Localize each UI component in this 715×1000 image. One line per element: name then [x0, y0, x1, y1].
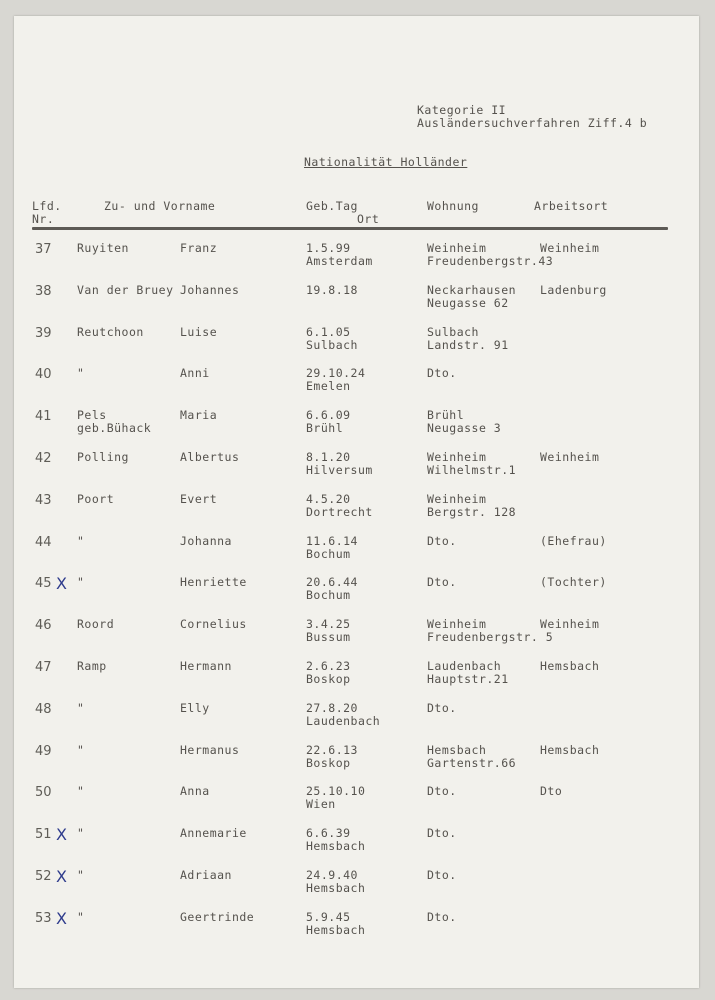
row-workplace: Dto: [540, 784, 563, 799]
row-birthplace: Bussum: [306, 630, 351, 645]
row-workplace: (Tochter): [540, 575, 607, 590]
row-birthdate: 19.8.18: [306, 282, 358, 297]
row-birthdate: 29.10.24: [306, 366, 366, 381]
row-workplace: Hemsbach: [540, 659, 600, 673]
row-address: Weinheim: [427, 617, 487, 632]
row-number: 53: [35, 910, 52, 926]
row-workplace: (Ehefrau): [540, 533, 607, 548]
table-row: [14, 493, 699, 533]
row-birthdate: 22.6.13: [306, 742, 358, 757]
row-address: Brühl: [427, 408, 465, 423]
col-header-nr: Nr.: [32, 212, 55, 226]
row-birthplace: Emelen: [306, 379, 351, 394]
row-birthdate: 5.9.45: [306, 909, 351, 924]
col-header-ort: Ort: [357, 212, 380, 226]
row-birthdate: 27.8.20: [306, 700, 358, 715]
row-birthdate: 6.6.09: [306, 408, 351, 423]
table-row: [14, 869, 699, 909]
row-number: 45: [35, 576, 52, 592]
row-address-line2: Bergstr. 128: [427, 504, 517, 519]
row-number: 38: [35, 283, 52, 299]
row-surname: ": [77, 868, 85, 882]
row-firstname: Johanna: [180, 533, 232, 548]
row-birthplace: Wien: [306, 797, 336, 812]
row-address-line2: Gartenstr.66: [427, 755, 517, 770]
row-number: 51: [35, 827, 52, 843]
table-row: [14, 367, 699, 407]
col-header-name: Zu- und Vorname: [104, 199, 216, 213]
row-birthdate: 1.5.99: [306, 241, 351, 255]
row-address: Dto.: [427, 366, 457, 381]
table-row: [14, 535, 699, 575]
table-row: [14, 744, 699, 784]
row-birthplace: Bochum: [306, 546, 351, 561]
row-firstname: Johannes: [180, 282, 240, 297]
row-surname: Poort: [77, 491, 115, 506]
row-birthdate: 4.5.20: [306, 491, 351, 506]
row-workplace: Weinheim: [540, 241, 600, 255]
row-address: Laudenbach: [427, 659, 502, 673]
row-address-line2: Neugasse 3: [427, 421, 502, 436]
row-firstname: Cornelius: [180, 617, 247, 632]
row-birthdate: 2.6.23: [306, 659, 351, 673]
row-birthdate: 6.6.39: [306, 826, 351, 841]
page-title: Nationalität Holländer: [304, 155, 468, 169]
row-firstname: Maria: [180, 408, 218, 423]
row-address-line2: Landstr. 91: [427, 337, 509, 352]
check-mark: X: [56, 867, 67, 886]
row-birthplace: Bochum: [306, 588, 351, 603]
row-firstname: Luise: [180, 324, 218, 339]
table-row: [14, 702, 699, 742]
row-address: Weinheim: [427, 241, 487, 255]
row-firstname: Albertus: [180, 450, 240, 464]
table-row: [14, 451, 699, 491]
header-rule: [32, 227, 668, 230]
row-surname: Polling: [77, 450, 129, 464]
row-birthdate: 20.6.44: [306, 575, 358, 590]
row-address-line2: Freudenbergstr. 5: [427, 630, 554, 645]
row-address-line2: Freudenbergstr.43: [427, 254, 554, 268]
row-birthplace: Boskop: [306, 755, 351, 770]
row-birthdate: 3.4.25: [306, 617, 351, 632]
row-surname: ": [77, 909, 85, 924]
row-address: Weinheim: [427, 450, 487, 464]
row-surname: ": [77, 533, 85, 548]
row-firstname: Evert: [180, 491, 218, 506]
row-surname: ": [77, 826, 85, 841]
row-birthplace: Hemsbach: [306, 839, 366, 854]
check-mark: X: [56, 825, 67, 845]
row-workplace: Ladenburg: [540, 282, 607, 297]
check-mark: X: [56, 908, 67, 928]
row-address-line2: Wilhelmstr.1: [427, 463, 517, 477]
row-surname: ": [77, 575, 85, 590]
row-firstname: Franz: [180, 241, 218, 255]
row-surname: Ramp: [77, 659, 107, 673]
category-header: [417, 104, 647, 130]
row-number: 39: [35, 325, 52, 341]
table-row: [14, 618, 699, 658]
row-address: Dto.: [427, 533, 457, 548]
row-birthplace: Sulbach: [306, 337, 358, 352]
row-birthdate: 11.6.14: [306, 533, 358, 548]
row-firstname: Anni: [180, 366, 210, 381]
row-birthplace: Amsterdam: [306, 254, 373, 268]
procedure-label: Ausländersuchverfahren Ziff.4 b: [417, 116, 648, 130]
col-header-geb: Geb.Tag: [306, 199, 358, 213]
row-surname: Roord: [77, 617, 115, 632]
row-number: 46: [35, 618, 52, 634]
row-address: Dto.: [427, 868, 457, 882]
row-firstname: Hermann: [180, 659, 232, 673]
row-number: 44: [35, 534, 52, 550]
table-row: [14, 660, 699, 700]
row-firstname: Hermanus: [180, 742, 240, 757]
row-firstname: Annemarie: [180, 826, 247, 841]
row-birthdate: 25.10.10: [306, 784, 366, 799]
row-address: Sulbach: [427, 324, 479, 339]
table-row: [14, 576, 699, 616]
row-surname: Ruyiten: [77, 241, 129, 255]
row-number: 49: [35, 743, 52, 759]
row-birthdate: 8.1.20: [306, 450, 351, 464]
row-address: Dto.: [427, 700, 457, 715]
row-birthplace: Brühl: [306, 421, 344, 436]
table-row: [14, 827, 699, 867]
row-birthplace: Hemsbach: [306, 881, 366, 895]
document-page: [14, 16, 699, 988]
row-address: Dto.: [427, 575, 457, 590]
row-birthdate: 6.1.05: [306, 324, 351, 339]
row-surname: Van der Bruey: [77, 282, 174, 297]
row-surname: ": [77, 742, 85, 757]
row-address: Dto.: [427, 784, 457, 799]
row-surname: Reutchoon: [77, 324, 144, 339]
table-row: [14, 785, 699, 825]
row-firstname: Henriette: [180, 575, 247, 590]
table-row: [14, 908, 699, 951]
row-number: 41: [35, 409, 52, 425]
table-row: [14, 284, 699, 324]
row-address: Weinheim: [427, 491, 487, 506]
row-number: 37: [35, 242, 52, 257]
row-address: Neckarhausen: [427, 282, 517, 297]
row-firstname: Adriaan: [180, 868, 232, 882]
row-number: 43: [35, 492, 52, 508]
row-surname: Pels: [77, 408, 107, 423]
row-workplace: Weinheim: [540, 450, 600, 464]
row-surname: ": [77, 784, 85, 799]
table-row: [14, 409, 699, 449]
row-number: 48: [35, 701, 52, 717]
col-header-lfd: Lfd.: [32, 199, 62, 213]
category-label: Kategorie II: [417, 103, 507, 117]
row-number: 47: [35, 660, 52, 675]
row-number: 50: [35, 785, 52, 801]
row-address-line2: Neugasse 62: [427, 295, 509, 310]
row-birthplace: Dortrecht: [306, 504, 373, 519]
row-firstname: Elly: [180, 700, 210, 715]
table-row: [14, 242, 699, 282]
row-workplace: Hemsbach: [540, 742, 600, 757]
row-number: 52: [35, 869, 52, 884]
row-birthplace: Hilversum: [306, 463, 373, 477]
col-header-wohnung: Wohnung: [427, 199, 479, 213]
row-firstname: Geertrinde: [180, 909, 255, 924]
check-mark: X: [56, 574, 67, 594]
row-address: Dto.: [427, 909, 457, 924]
row-surname: ": [77, 700, 85, 715]
row-address: Dto.: [427, 826, 457, 841]
row-number: 40: [35, 367, 52, 383]
row-birthplace: Boskop: [306, 672, 351, 686]
row-birthplace: Hemsbach: [306, 922, 366, 937]
row-address-line2: Hauptstr.21: [427, 672, 509, 686]
row-birthplace: Laudenbach: [306, 713, 381, 728]
row-number: 42: [35, 451, 52, 466]
row-firstname: Anna: [180, 784, 210, 799]
row-surname-line2: geb.Bühack: [77, 421, 152, 436]
row-address: Hemsbach: [427, 742, 487, 757]
col-header-arbeitsort: Arbeitsort: [534, 199, 609, 213]
row-surname: ": [77, 366, 85, 381]
table-row: [14, 326, 699, 366]
row-birthdate: 24.9.40: [306, 868, 358, 882]
row-workplace: Weinheim: [540, 617, 600, 632]
